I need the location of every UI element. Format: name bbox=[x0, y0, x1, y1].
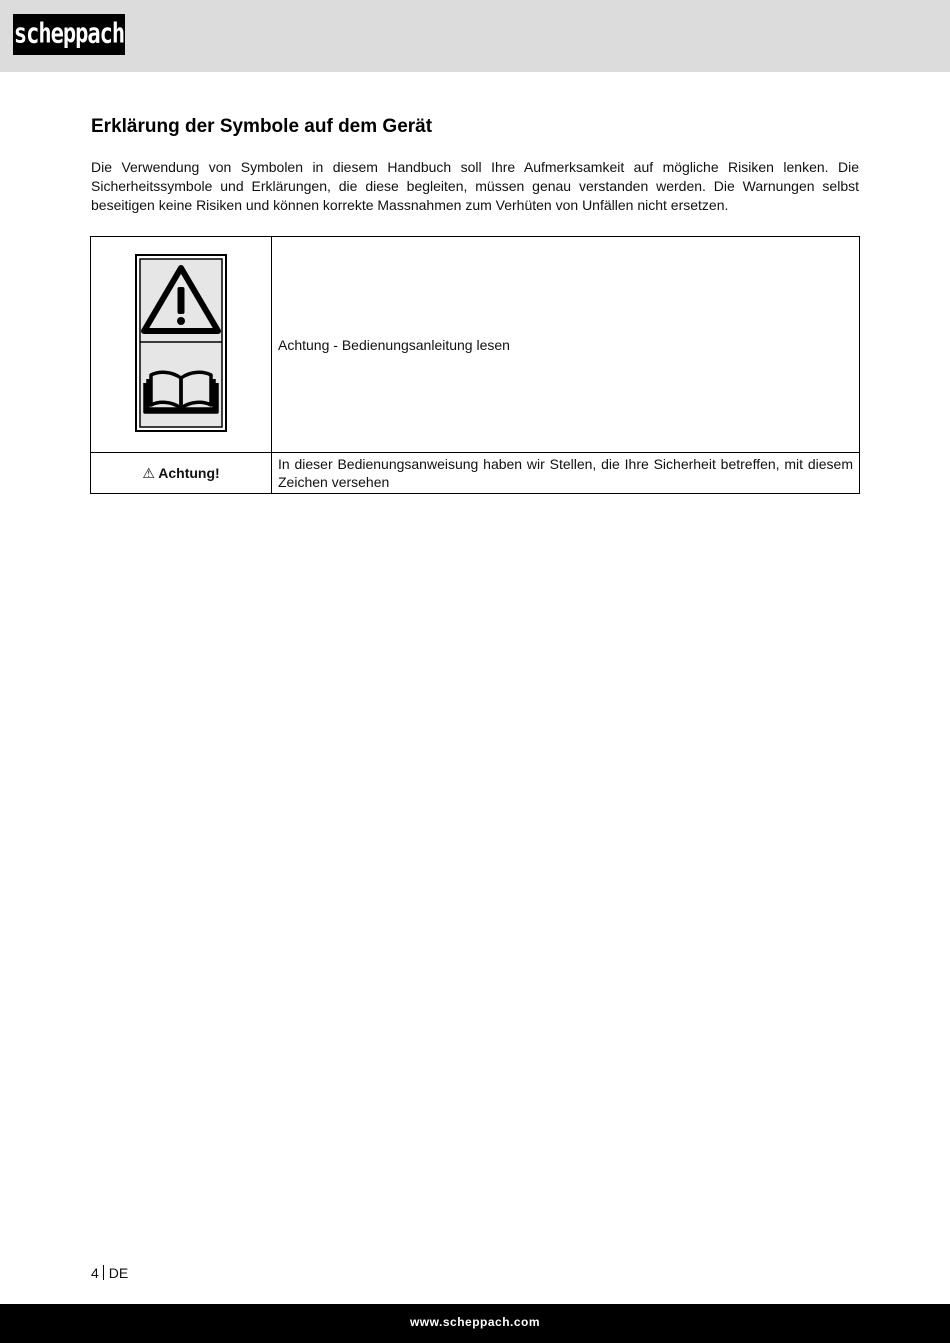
symbol-cell bbox=[91, 237, 272, 453]
achtung-label-cell bbox=[91, 453, 272, 494]
section-title: Erklärung der Symbole auf dem Gerät bbox=[91, 116, 433, 137]
footer-url[interactable]: www.scheppach.com bbox=[409, 1315, 541, 1329]
footer-bar bbox=[0, 1304, 950, 1343]
achtung-description: In dieser Bedienungsanweisung haben wir Stellen, die Ihre Sicherheit betreffen, mit diesem Zeichen versehen bbox=[272, 453, 860, 494]
achtung-label: Achtung! bbox=[158, 464, 220, 481]
table-row bbox=[91, 453, 860, 494]
warning-triangle-icon: ⚠ bbox=[142, 464, 155, 481]
language-code: DE bbox=[108, 1265, 129, 1281]
page-indicator bbox=[91, 1265, 128, 1281]
brand-logo bbox=[13, 14, 125, 55]
warning-and-manual-icon bbox=[135, 254, 227, 432]
header-bar bbox=[0, 0, 950, 72]
intro-paragraph: Die Verwendung von Symbolen in diesem Handbuch soll Ihre Aufmerksamkeit auf mögliche Risiken lenken. Die Sicherheitssymbole und Erklärungen, die diese begleiten, müssen genau verstanden werden. Die Warnungen selbst beseitigen keine Risiken und können korrekte Massnahmen zum Verhüten von Unfällen nicht ersetzen. bbox=[91, 159, 859, 213]
logo-text: scheppach bbox=[13, 18, 125, 51]
symbols-table bbox=[90, 236, 860, 494]
page-number: 4 bbox=[91, 1265, 99, 1281]
page-separator bbox=[103, 1265, 104, 1280]
table-row bbox=[91, 237, 860, 453]
symbol-description: Achtung - Bedienungsanleitung lesen bbox=[272, 237, 860, 453]
